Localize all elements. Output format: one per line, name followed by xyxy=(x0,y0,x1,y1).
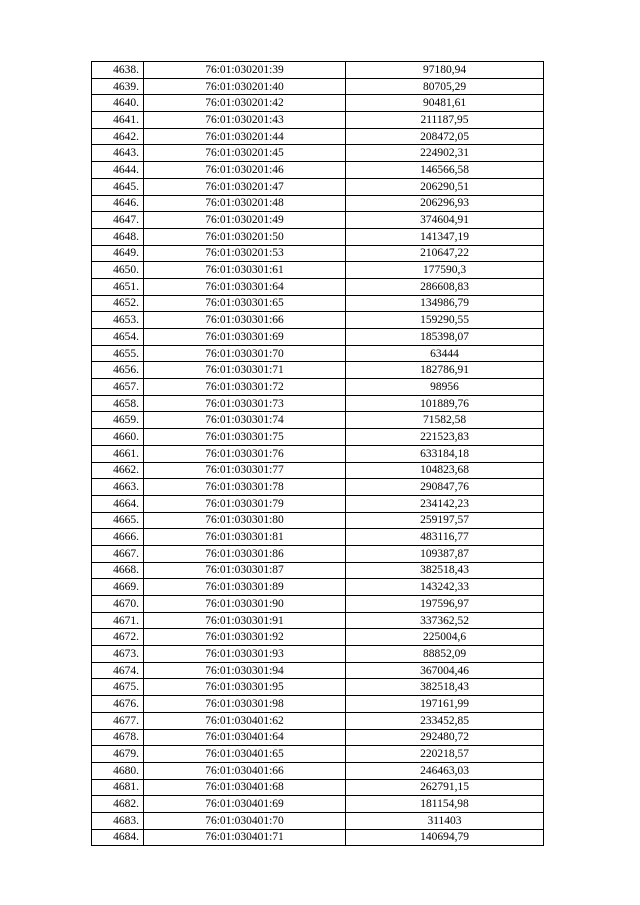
value-cell: 140694,79 xyxy=(346,829,544,846)
value-cell: 97180,94 xyxy=(346,62,544,79)
table-row xyxy=(92,345,544,362)
table-row xyxy=(92,479,544,496)
row-number-cell: 4646. xyxy=(92,195,144,212)
table-row xyxy=(92,162,544,179)
row-number-cell: 4682. xyxy=(92,796,144,813)
cadastral-number-cell: 76:01:030301:61 xyxy=(144,262,346,279)
cadastral-number-cell: 76:01:030301:71 xyxy=(144,362,346,379)
table-row xyxy=(92,796,544,813)
value-cell: 146566,58 xyxy=(346,162,544,179)
row-number-cell: 4671. xyxy=(92,612,144,629)
value-cell: 109387,87 xyxy=(346,545,544,562)
table-row xyxy=(92,78,544,95)
value-cell: 262791,15 xyxy=(346,779,544,796)
value-cell: 337362,52 xyxy=(346,612,544,629)
value-cell: 197161,99 xyxy=(346,696,544,713)
row-number-cell: 4669. xyxy=(92,579,144,596)
cadastral-number-cell: 76:01:030401:64 xyxy=(144,729,346,746)
table-row xyxy=(92,278,544,295)
cadastral-number-cell: 76:01:030301:91 xyxy=(144,612,346,629)
cadastral-number-cell: 76:01:030301:76 xyxy=(144,445,346,462)
value-cell: 185398,07 xyxy=(346,329,544,346)
cadastral-number-cell: 76:01:030301:90 xyxy=(144,596,346,613)
table-row xyxy=(92,662,544,679)
value-cell: 210647,22 xyxy=(346,245,544,262)
value-cell: 382518,43 xyxy=(346,562,544,579)
value-cell: 259197,57 xyxy=(346,512,544,529)
table-row xyxy=(92,95,544,112)
table-row xyxy=(92,195,544,212)
value-cell: 177590,3 xyxy=(346,262,544,279)
table-row xyxy=(92,596,544,613)
cadastral-number-cell: 76:01:030301:87 xyxy=(144,562,346,579)
row-number-cell: 4657. xyxy=(92,379,144,396)
row-number-cell: 4648. xyxy=(92,228,144,245)
cadastral-number-cell: 76:01:030401:65 xyxy=(144,746,346,763)
table-row xyxy=(92,429,544,446)
value-cell: 382518,43 xyxy=(346,679,544,696)
cadastral-number-cell: 76:01:030301:65 xyxy=(144,295,346,312)
row-number-cell: 4652. xyxy=(92,295,144,312)
row-number-cell: 4674. xyxy=(92,662,144,679)
value-cell: 206296,93 xyxy=(346,195,544,212)
value-cell: 143242,33 xyxy=(346,579,544,596)
table-row xyxy=(92,395,544,412)
table-row xyxy=(92,612,544,629)
value-cell: 98956 xyxy=(346,379,544,396)
value-cell: 220218,57 xyxy=(346,746,544,763)
row-number-cell: 4650. xyxy=(92,262,144,279)
document-page xyxy=(91,61,543,846)
row-number-cell: 4662. xyxy=(92,462,144,479)
table-body xyxy=(92,62,544,846)
value-cell: 292480,72 xyxy=(346,729,544,746)
cadastral-number-cell: 76:01:030301:66 xyxy=(144,312,346,329)
table-row xyxy=(92,779,544,796)
table-row xyxy=(92,812,544,829)
table-row xyxy=(92,562,544,579)
table-row xyxy=(92,112,544,129)
table-row xyxy=(92,762,544,779)
cadastral-number-cell: 76:01:030201:39 xyxy=(144,62,346,79)
row-number-cell: 4668. xyxy=(92,562,144,579)
cadastral-number-cell: 76:01:030201:45 xyxy=(144,145,346,162)
table-row xyxy=(92,646,544,663)
cadastral-number-cell: 76:01:030301:70 xyxy=(144,345,346,362)
cadastral-number-cell: 76:01:030301:73 xyxy=(144,395,346,412)
value-cell: 88852,09 xyxy=(346,646,544,663)
table-row xyxy=(92,696,544,713)
row-number-cell: 4667. xyxy=(92,545,144,562)
cadastral-number-cell: 76:01:030301:98 xyxy=(144,696,346,713)
cadastral-number-cell: 76:01:030301:69 xyxy=(144,329,346,346)
value-cell: 290847,76 xyxy=(346,479,544,496)
table-row xyxy=(92,545,544,562)
value-cell: 134986,79 xyxy=(346,295,544,312)
row-number-cell: 4641. xyxy=(92,112,144,129)
row-number-cell: 4660. xyxy=(92,429,144,446)
row-number-cell: 4680. xyxy=(92,762,144,779)
row-number-cell: 4659. xyxy=(92,412,144,429)
row-number-cell: 4670. xyxy=(92,596,144,613)
table-row xyxy=(92,329,544,346)
row-number-cell: 4639. xyxy=(92,78,144,95)
value-cell: 374604,91 xyxy=(346,212,544,229)
table-row xyxy=(92,495,544,512)
value-cell: 234142,23 xyxy=(346,495,544,512)
value-cell: 206290,51 xyxy=(346,178,544,195)
cadastral-number-cell: 76:01:030201:48 xyxy=(144,195,346,212)
cadastral-number-cell: 76:01:030301:80 xyxy=(144,512,346,529)
cadastral-number-cell: 76:01:030301:81 xyxy=(144,529,346,546)
row-number-cell: 4676. xyxy=(92,696,144,713)
row-number-cell: 4678. xyxy=(92,729,144,746)
table-row xyxy=(92,729,544,746)
table-row xyxy=(92,679,544,696)
cadastral-number-cell: 76:01:030201:46 xyxy=(144,162,346,179)
cadastral-number-cell: 76:01:030301:95 xyxy=(144,679,346,696)
cadastral-number-cell: 76:01:030201:50 xyxy=(144,228,346,245)
value-cell: 71582,58 xyxy=(346,412,544,429)
value-cell: 224902,31 xyxy=(346,145,544,162)
cadastral-number-cell: 76:01:030301:72 xyxy=(144,379,346,396)
row-number-cell: 4661. xyxy=(92,445,144,462)
value-cell: 197596,97 xyxy=(346,596,544,613)
cadastral-number-cell: 76:01:030301:74 xyxy=(144,412,346,429)
row-number-cell: 4655. xyxy=(92,345,144,362)
table-row xyxy=(92,512,544,529)
row-number-cell: 4679. xyxy=(92,746,144,763)
cadastral-number-cell: 76:01:030301:92 xyxy=(144,629,346,646)
cadastral-number-cell: 76:01:030301:89 xyxy=(144,579,346,596)
table-row xyxy=(92,145,544,162)
table-row xyxy=(92,629,544,646)
cadastral-number-cell: 76:01:030401:71 xyxy=(144,829,346,846)
cadastral-number-cell: 76:01:030401:68 xyxy=(144,779,346,796)
cadastral-number-cell: 76:01:030201:43 xyxy=(144,112,346,129)
row-number-cell: 4645. xyxy=(92,178,144,195)
table-row xyxy=(92,178,544,195)
row-number-cell: 4666. xyxy=(92,529,144,546)
table-row xyxy=(92,379,544,396)
table-row xyxy=(92,746,544,763)
row-number-cell: 4640. xyxy=(92,95,144,112)
row-number-cell: 4638. xyxy=(92,62,144,79)
cadastral-number-cell: 76:01:030401:70 xyxy=(144,812,346,829)
cadastral-number-cell: 76:01:030201:42 xyxy=(144,95,346,112)
row-number-cell: 4651. xyxy=(92,278,144,295)
table-row xyxy=(92,245,544,262)
row-number-cell: 4649. xyxy=(92,245,144,262)
table-row xyxy=(92,228,544,245)
value-cell: 286608,83 xyxy=(346,278,544,295)
row-number-cell: 4656. xyxy=(92,362,144,379)
row-number-cell: 4658. xyxy=(92,395,144,412)
value-cell: 104823,68 xyxy=(346,462,544,479)
value-cell: 208472,05 xyxy=(346,128,544,145)
table-row xyxy=(92,445,544,462)
row-number-cell: 4643. xyxy=(92,145,144,162)
row-number-cell: 4644. xyxy=(92,162,144,179)
value-cell: 80705,29 xyxy=(346,78,544,95)
cadastral-number-cell: 76:01:030201:47 xyxy=(144,178,346,195)
row-number-cell: 4672. xyxy=(92,629,144,646)
value-cell: 367004,46 xyxy=(346,662,544,679)
cadastral-number-cell: 76:01:030301:86 xyxy=(144,545,346,562)
cadastral-number-cell: 76:01:030301:77 xyxy=(144,462,346,479)
cadastral-number-cell: 76:01:030301:75 xyxy=(144,429,346,446)
row-number-cell: 4663. xyxy=(92,479,144,496)
value-cell: 246463,03 xyxy=(346,762,544,779)
row-number-cell: 4683. xyxy=(92,812,144,829)
row-number-cell: 4653. xyxy=(92,312,144,329)
value-cell: 483116,77 xyxy=(346,529,544,546)
row-number-cell: 4673. xyxy=(92,646,144,663)
table-row xyxy=(92,412,544,429)
table-row xyxy=(92,712,544,729)
row-number-cell: 4677. xyxy=(92,712,144,729)
cadastral-number-cell: 76:01:030201:44 xyxy=(144,128,346,145)
table-row xyxy=(92,312,544,329)
table-row xyxy=(92,262,544,279)
value-cell: 159290,55 xyxy=(346,312,544,329)
value-cell: 633184,18 xyxy=(346,445,544,462)
row-number-cell: 4665. xyxy=(92,512,144,529)
table-row xyxy=(92,128,544,145)
value-cell: 63444 xyxy=(346,345,544,362)
row-number-cell: 4684. xyxy=(92,829,144,846)
cadastral-number-cell: 76:01:030401:62 xyxy=(144,712,346,729)
value-cell: 90481,61 xyxy=(346,95,544,112)
row-number-cell: 4664. xyxy=(92,495,144,512)
value-cell: 181154,98 xyxy=(346,796,544,813)
table-row xyxy=(92,579,544,596)
value-cell: 311403 xyxy=(346,812,544,829)
cadastral-table xyxy=(91,61,544,846)
row-number-cell: 4647. xyxy=(92,212,144,229)
table-row xyxy=(92,362,544,379)
row-number-cell: 4642. xyxy=(92,128,144,145)
cadastral-number-cell: 76:01:030301:64 xyxy=(144,278,346,295)
cadastral-number-cell: 76:01:030201:49 xyxy=(144,212,346,229)
table-row xyxy=(92,462,544,479)
cadastral-number-cell: 76:01:030401:69 xyxy=(144,796,346,813)
table-row xyxy=(92,529,544,546)
row-number-cell: 4654. xyxy=(92,329,144,346)
cadastral-number-cell: 76:01:030201:40 xyxy=(144,78,346,95)
table-row xyxy=(92,295,544,312)
value-cell: 182786,91 xyxy=(346,362,544,379)
cadastral-number-cell: 76:01:030301:94 xyxy=(144,662,346,679)
row-number-cell: 4681. xyxy=(92,779,144,796)
value-cell: 221523,83 xyxy=(346,429,544,446)
cadastral-number-cell: 76:01:030301:79 xyxy=(144,495,346,512)
cadastral-number-cell: 76:01:030301:78 xyxy=(144,479,346,496)
row-number-cell: 4675. xyxy=(92,679,144,696)
table-row xyxy=(92,212,544,229)
value-cell: 141347,19 xyxy=(346,228,544,245)
cadastral-number-cell: 76:01:030201:53 xyxy=(144,245,346,262)
table-row xyxy=(92,829,544,846)
value-cell: 101889,76 xyxy=(346,395,544,412)
value-cell: 211187,95 xyxy=(346,112,544,129)
cadastral-number-cell: 76:01:030301:93 xyxy=(144,646,346,663)
value-cell: 233452,85 xyxy=(346,712,544,729)
table-row xyxy=(92,62,544,79)
value-cell: 225004,6 xyxy=(346,629,544,646)
cadastral-number-cell: 76:01:030401:66 xyxy=(144,762,346,779)
